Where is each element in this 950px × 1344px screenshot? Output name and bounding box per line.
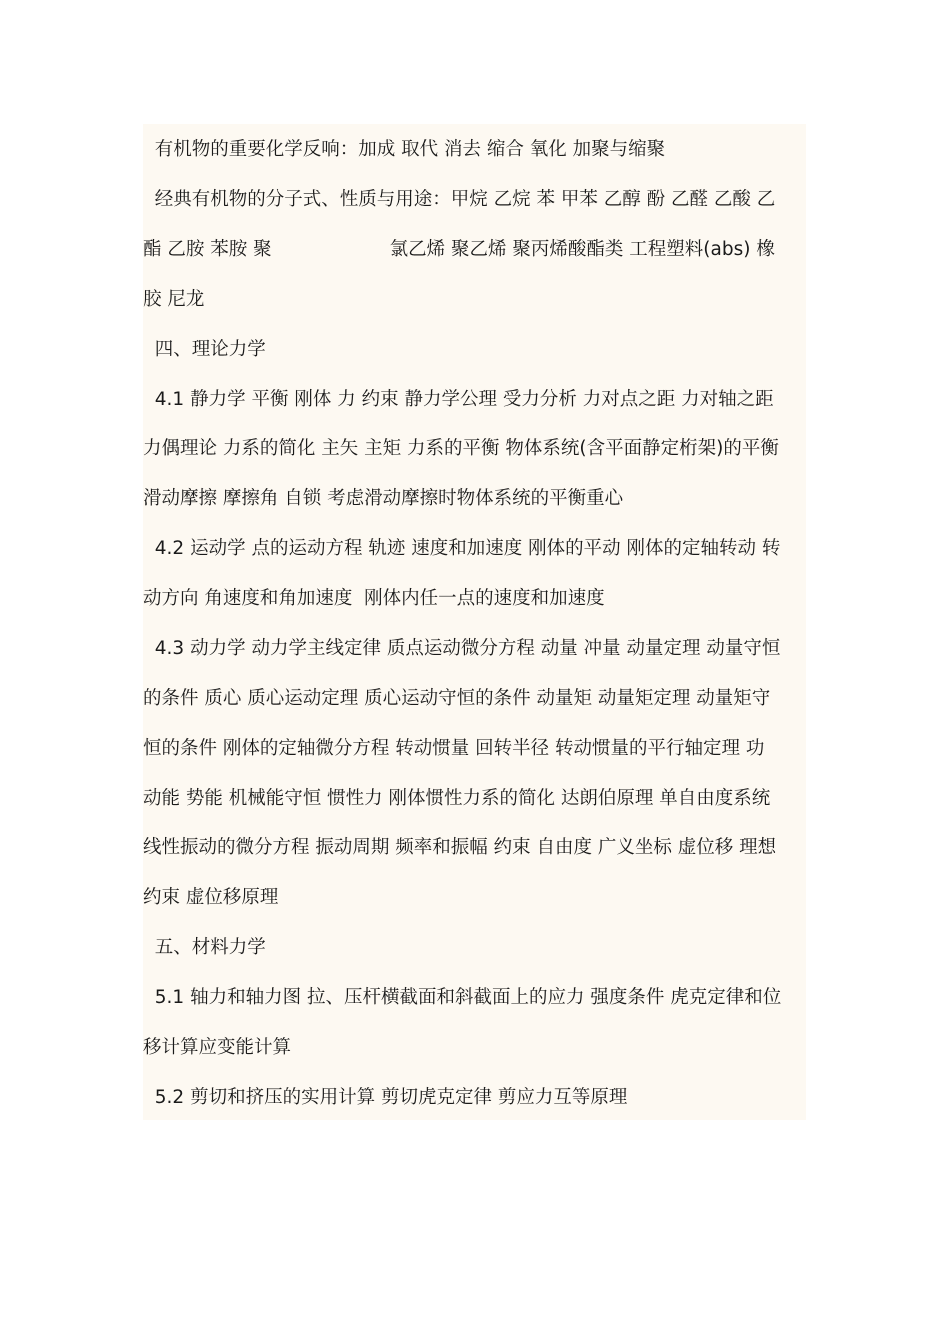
text-line: 有机物的重要化学反响：加成 取代 消去 缩合 氧化 加聚与缩聚 bbox=[143, 139, 666, 160]
section-heading: 五、材料力学 bbox=[143, 937, 266, 958]
text-line: 约束 虚位移原理 bbox=[143, 887, 279, 908]
text-line: 移计算应变能计算 bbox=[143, 1037, 292, 1058]
text-line: 经典有机物的分子式、性质与用途：甲烷 乙烷 苯 甲苯 乙醇 酚 乙醛 乙酸 乙 bbox=[143, 189, 776, 210]
text-line: 5.2 剪切和挤压的实用计算 剪切虎克定律 剪应力互等原理 bbox=[143, 1087, 628, 1108]
text-line-part: 氯乙烯 聚乙烯 聚丙烯酸酯类 工程塑料(abs) 橡 bbox=[389, 239, 775, 260]
text-line: 动能 势能 机械能守恒 惯性力 刚体惯性力系的简化 达朗伯原理 单自由度系统 bbox=[143, 788, 771, 809]
text-line: 5.1 轴力和轴力图 拉、压杆横截面和斜截面上的应力 强度条件 虎克定律和位 bbox=[143, 987, 782, 1008]
section-heading: 四、理论力学 bbox=[143, 339, 266, 360]
text-line: 动方向 角速度和角加速度 刚体内任一点的速度和加速度 bbox=[143, 588, 605, 609]
text-line: 胶 尼龙 bbox=[143, 289, 205, 310]
text-line: 线性振动的微分方程 振动周期 频率和振幅 约束 自由度 广义坐标 虚位移 理想 bbox=[143, 837, 777, 858]
content-block bbox=[143, 124, 806, 1120]
text-line: 力偶理论 力系的简化 主矢 主矩 力系的平衡 物体系统(含平面静定桁架)的平衡 bbox=[143, 438, 779, 459]
text-line: 的条件 质心 质心运动定理 质心运动守恒的条件 动量矩 动量矩定理 动量矩守 bbox=[143, 688, 771, 709]
text-line: 4.3 动力学 动力学主线定律 质点运动微分方程 动量 冲量 动量定理 动量守恒 bbox=[143, 638, 781, 659]
text-line-part: 酯 乙胺 苯胺 聚 bbox=[143, 239, 272, 260]
text-line bbox=[143, 237, 775, 263]
text-line: 恒的条件 刚体的定轴微分方程 转动惯量 回转半径 转动惯量的平行轴定理 功 bbox=[143, 738, 765, 759]
text-line: 4.2 运动学 点的运动方程 轨迹 速度和加速度 刚体的平动 刚体的定轴转动 转 bbox=[143, 538, 781, 559]
text-line: 4.1 静力学 平衡 刚体 力 约束 静力学公理 受力分析 力对点之距 力对轴之距 bbox=[143, 389, 774, 410]
text-line: 滑动摩擦 摩擦角 自锁 考虑滑动摩擦时物体系统的平衡重心 bbox=[143, 488, 624, 509]
